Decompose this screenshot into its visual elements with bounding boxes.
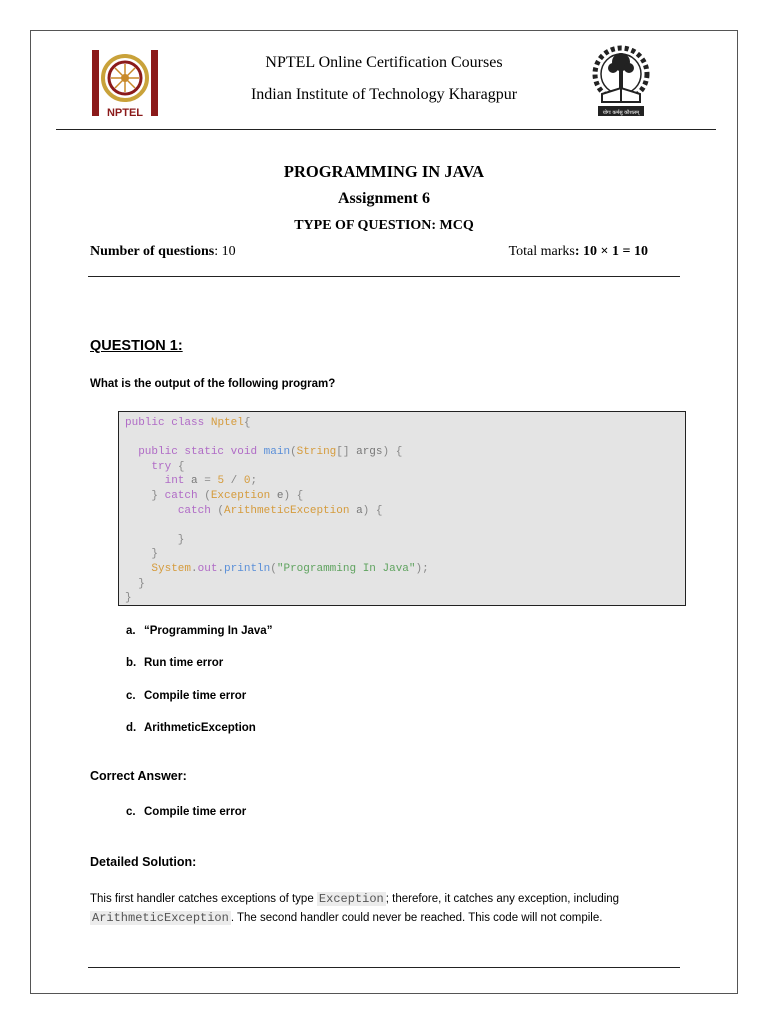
detailed-solution-text: This first handler catches exceptions of type Exception ; therefore, it catches any exception, including ArithmeticException . The second handler could never be reached. This code will not compile. bbox=[90, 892, 620, 925]
total-marks: Total marks: 10 × 1 = 10 bbox=[508, 244, 648, 259]
detailed-solution-heading: Detailed Solution: bbox=[90, 855, 197, 869]
correct-answer-heading: Correct Answer: bbox=[90, 769, 187, 783]
footer-divider bbox=[88, 967, 680, 968]
option-c: c. Compile time error bbox=[126, 690, 247, 702]
course-title: PROGRAMMING IN JAVA bbox=[283, 162, 485, 181]
header-institution-line1: NPTEL Online Certification Courses bbox=[265, 54, 503, 71]
code-listing: public class Nptel{ public static void main(String[] args) { try { int a = 5 / 0; } catch (Exception e) { catch (ArithmeticException a) { } } System.out.println("Programming In Java"); } } bbox=[125, 417, 429, 605]
code-block bbox=[118, 411, 686, 606]
question-type: TYPE OF QUESTION: MCQ bbox=[294, 218, 474, 233]
svg-text:योगः कर्मसु कौशलम्: योगः कर्मसु कौशलम् bbox=[602, 110, 640, 116]
question-text: What is the output of the following program? bbox=[90, 378, 336, 390]
number-of-questions: Number of questions: 10 bbox=[90, 244, 236, 259]
header-institution-line2: Indian Institute of Technology Kharagpur bbox=[250, 86, 518, 103]
inline-code: Exception bbox=[318, 892, 384, 906]
header-divider bbox=[56, 129, 716, 130]
question-heading: QUESTION 1: bbox=[90, 338, 183, 354]
correct-answer: c. Compile time error bbox=[126, 806, 247, 818]
inline-code: ArithmeticException bbox=[92, 911, 229, 925]
assignment-title: Assignment 6 bbox=[337, 190, 430, 207]
option-b: b. Run time error bbox=[126, 657, 224, 669]
meta-divider bbox=[88, 276, 680, 277]
iit-kharagpur-logo bbox=[592, 44, 650, 122]
svg-text:NPTEL: NPTEL bbox=[106, 107, 144, 119]
option-a: a. “Programming In Java” bbox=[126, 625, 273, 637]
option-d: d. ArithmeticException bbox=[126, 722, 256, 734]
